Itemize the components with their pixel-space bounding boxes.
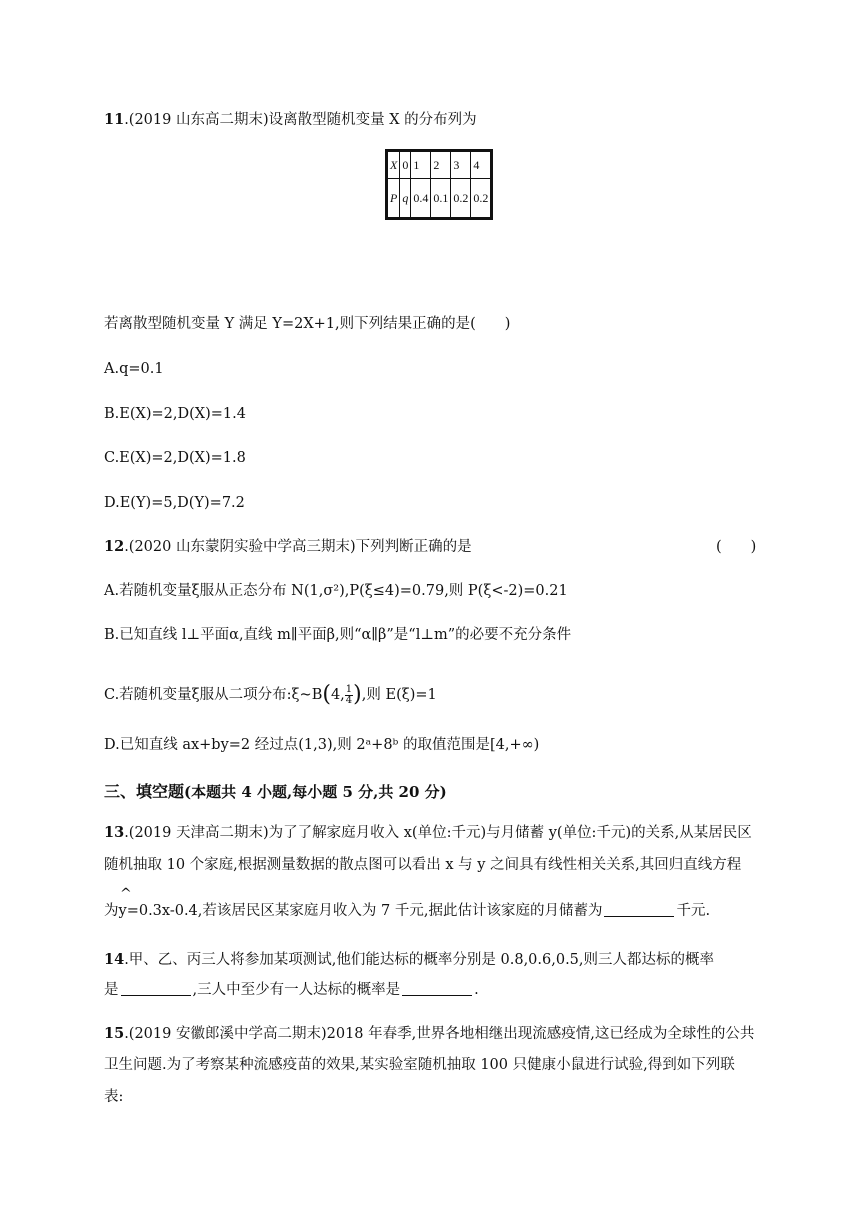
answer-blank[interactable] xyxy=(121,981,191,996)
q15-line1 xyxy=(104,1024,754,1044)
table-cell: P xyxy=(387,179,400,219)
q11-option-d: D.E(Y)=5,D(Y)=7.2 xyxy=(104,495,245,511)
answer-blank[interactable] xyxy=(402,981,472,996)
section-heading xyxy=(104,779,447,802)
distribution-table xyxy=(385,149,493,220)
q11-stem-text: .(2019 山东高二期末)设离散型随机变量 X 的分布列为 xyxy=(124,112,477,128)
q11-stem xyxy=(104,110,477,130)
q14-line2-prefix: 是 xyxy=(104,982,119,998)
q13-line3-text: 为y=0.3x-0.4,若该居民区某家庭月收入为 7 千元,据此估计该家庭的月储蓄为 xyxy=(104,903,603,919)
q12-number: 12 xyxy=(104,538,125,555)
q12-answer-paren: ( ) xyxy=(716,539,757,555)
fraction xyxy=(345,685,353,706)
table-row xyxy=(387,179,492,219)
q12-option-c-suffix: ,则 E(ξ)=1 xyxy=(361,687,437,703)
table-cell: 0.2 xyxy=(451,179,471,219)
q11-option-a: A.q=0.1 xyxy=(104,361,164,377)
q15-number: 15 xyxy=(104,1025,125,1042)
section-note: (本题共 4 小题,每小题 5 分,共 20 分) xyxy=(184,783,447,801)
q13-line3-suffix: 千元. xyxy=(676,903,711,919)
q14-number: 14 xyxy=(104,951,125,968)
q11-condition: 若离散型随机变量 Y 满足 Y=2X+1,则下列结果正确的是( ) xyxy=(104,316,511,332)
q15-line1-text: .(2019 安徽郎溪中学高二期末)2018 年春季,世界各地相继出现流感疫情,这已经成为全球性的公共 xyxy=(124,1026,755,1042)
q13-line3 xyxy=(104,901,710,921)
table-cell: 1 xyxy=(411,151,431,179)
q12-option-c-prefix: C.若随机变量ξ服从二项分布:ξ~B xyxy=(104,687,323,703)
q14-line2-suffix: . xyxy=(474,982,479,998)
table-cell: X xyxy=(387,151,400,179)
section-title: 三、填空题 xyxy=(104,782,185,801)
table-cell: 0 xyxy=(400,151,411,179)
table-row xyxy=(387,151,492,179)
q15-line2: 卫生问题.为了考察某种流感疫苗的效果,某实验室随机抽取 100 只健康小鼠进行试验,得到如下列联 xyxy=(104,1057,735,1073)
q14-line2-middle: ,三人中至少有一人达标的概率是 xyxy=(192,982,401,998)
left-paren: ( xyxy=(322,682,331,707)
q14-line2 xyxy=(104,980,479,1000)
table-cell: 0.2 xyxy=(471,179,492,219)
q12-stem-text: .(2020 山东蒙阴实验中学高三期末)下列判断正确的是 xyxy=(124,539,472,555)
q11-number: 11 xyxy=(104,111,125,128)
q13-line2: 随机抽取 10 个家庭,根据测量数据的散点图可以看出 x 与 y 之间具有线性相关关系,其回归直线方程 xyxy=(104,857,742,873)
table-cell: 2 xyxy=(431,151,451,179)
fraction-numerator: 1 xyxy=(345,683,353,695)
table-cell: q xyxy=(400,179,411,219)
q11-option-b: B.E(X)=2,D(X)=1.4 xyxy=(104,406,246,422)
q12-stem xyxy=(104,537,472,557)
q11-option-c: C.E(X)=2,D(X)=1.8 xyxy=(104,450,246,466)
answer-blank[interactable] xyxy=(604,902,674,917)
q12-option-d: D.已知直线 ax+by=2 经过点(1,3),则 2ᵃ+8ᵇ 的取值范围是[4,+∞) xyxy=(104,737,540,753)
q12-option-c-args: 4, xyxy=(330,687,345,703)
fraction-denominator: 4 xyxy=(345,694,353,706)
q14-line1-text: .甲、乙、丙三人将参加某项测试,他们能达标的概率分别是 0.8,0.6,0.5,则三人都达标的概率 xyxy=(124,952,715,968)
hat-symbol: ^ xyxy=(120,886,132,902)
right-paren: ) xyxy=(353,682,362,707)
q12-option-a: A.若随机变量ξ服从正态分布 N(1,σ²),P(ξ≤4)=0.79,则 P(ξ<-2)=0.21 xyxy=(104,583,568,599)
table-cell: 0.4 xyxy=(411,179,431,219)
q12-option-c xyxy=(104,682,437,708)
table-cell: 4 xyxy=(471,151,492,179)
q13-line1-text: .(2019 天津高二期末)为了了解家庭月收入 x(单位:千元)与月储蓄 y(单位:千元)的关系,从某居民区 xyxy=(124,825,752,841)
q15-line3: 表: xyxy=(104,1089,124,1105)
q13-number: 13 xyxy=(104,824,125,841)
q12-option-b: B.已知直线 l⊥平面α,直线 m∥平面β,则“α∥β”是“l⊥m”的必要不充分条件 xyxy=(104,627,572,643)
q14-line1 xyxy=(104,950,714,970)
table-cell: 0.1 xyxy=(431,179,451,219)
table-cell: 3 xyxy=(451,151,471,179)
q13-line1 xyxy=(104,823,752,843)
